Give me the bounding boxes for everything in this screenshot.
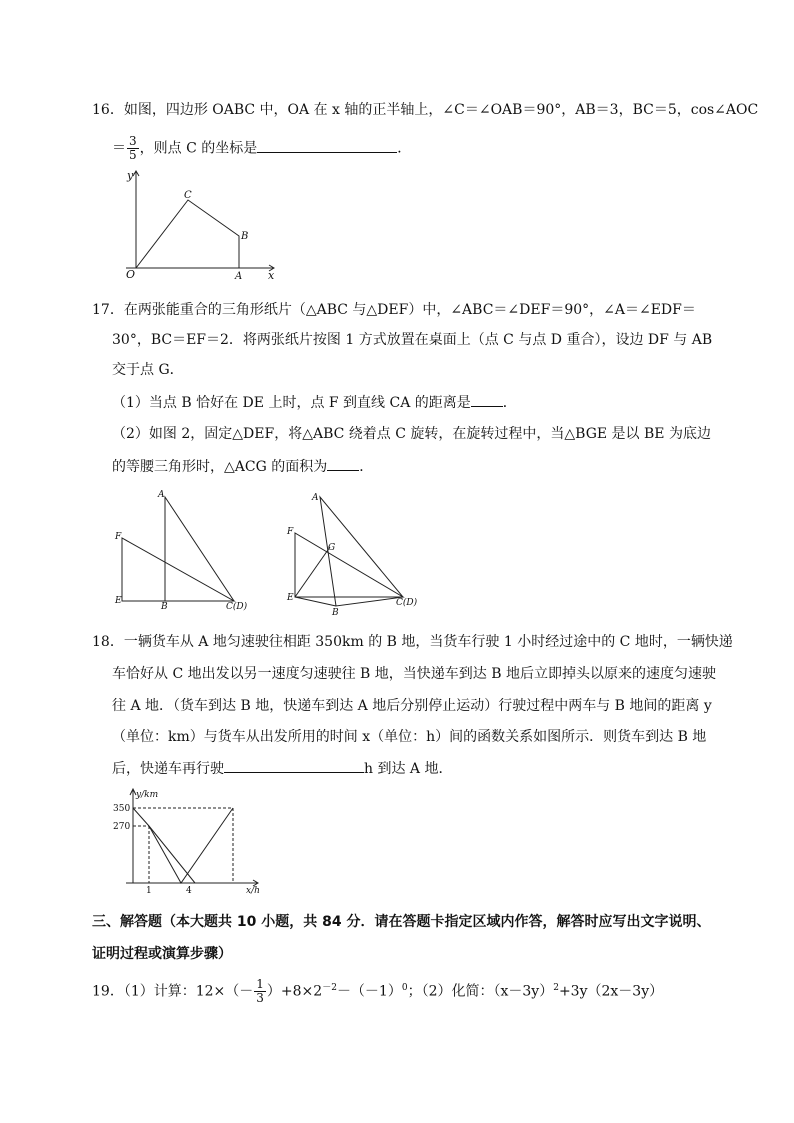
q16-label-O: O — [126, 268, 136, 281]
q16-line2-text: ，则点 C 的坐标是 — [139, 140, 258, 157]
q17-part1-end: ． — [502, 395, 517, 411]
q19-fraction — [254, 978, 266, 1005]
q19-part-e: +3y（2x－3y） — [558, 983, 664, 1000]
section3-heading-line2: 证明过程或演算步骤） — [92, 946, 232, 962]
q16-label-A: A — [235, 271, 243, 282]
q18-tick-270: 270 — [113, 822, 131, 832]
q18-tick-1: 1 — [146, 886, 152, 896]
q16-frac-num: 3 — [129, 134, 137, 148]
q16-label-C: C — [184, 190, 192, 201]
q16-equals: ＝ — [112, 140, 126, 157]
fig2-label-A: A — [312, 493, 319, 503]
q18-line3: 往 A 地．（货车到达 B 地，快递车到达 A 地后分别停止运动）行驶过程中两车与 B 地间的距离 y — [112, 698, 712, 714]
fig1-label-A: A — [158, 490, 165, 500]
q19-part-a: 19．（1）计算：12×（－ — [92, 983, 254, 1000]
fig2-label-E: E — [287, 593, 294, 603]
q18-label-y: y/km — [136, 790, 159, 800]
q17-line3: 交于点 G． — [112, 362, 184, 378]
fig1-label-E: E — [115, 596, 122, 606]
q18-label-x: x/h — [246, 886, 260, 896]
q19-line — [92, 978, 663, 1005]
fig2-label-F: F — [287, 527, 294, 537]
q16-line1: 16．如图，四边形 OABC 中，OA 在 x 轴的正半轴上，∠C＝∠OAB＝90°，AB＝3，BC＝5，cos∠AOC — [92, 102, 759, 118]
q17-part1-text: （1）当点 B 恰好在 DE 上时，点 F 到直线 CA 的距离是 — [112, 395, 471, 411]
q19-exp2: 0 — [401, 983, 408, 993]
q17-part2-end: ． — [359, 459, 374, 475]
fig1-label-B: B — [161, 602, 168, 612]
q17-part2a: （2）如图 2，固定△DEF，将△ABC 绕着点 C 旋转，在旋转过程中，当△BGE 是以 BE 为底边 — [112, 426, 711, 442]
q18-truck-line — [133, 808, 195, 883]
q18-tick-350: 350 — [113, 804, 131, 814]
q19-exp3: 2 — [553, 983, 559, 993]
q17-line2: 30°，BC＝EF＝2．将两张纸片按图 1 方式放置在桌面上（点 C 与点 D 重合），设边 DF 与 AB — [112, 332, 713, 348]
q19-frac-num: 1 — [256, 977, 264, 992]
fig2-label-B: B — [332, 608, 339, 618]
q18-line4: （单位：km）与货车从出发所用的时间 x（单位：h）间的函数关系如图所示．则货车到达 B 地 — [112, 729, 707, 745]
q19-part-d: ；（2）化简：（x－3y） — [407, 983, 554, 1000]
q18-line2: 车恰好从 C 地出发以另一速度匀速驶往 B 地，当快递车到达 B 地后立即掉头以原来的速度匀速驶 — [112, 666, 716, 682]
q16-end: ． — [397, 140, 412, 157]
q18-line1: 18．一辆货车从 A 地匀速驶往相距 350km 的 B 地，当货车行驶 1 小时经过途中的 C 地时，一辆快递 — [92, 634, 733, 650]
q18-line5-end: h 到达 A 地． — [364, 761, 453, 777]
fig1-label-F: F — [115, 532, 122, 542]
q17-part2b-text: 的等腰三角形时，△ACG 的面积为 — [112, 459, 328, 475]
q19-part-c: －（－1） — [336, 983, 402, 1000]
q16-frac-den: 5 — [129, 148, 137, 162]
fig2-label-G: G — [328, 543, 336, 553]
q19-part-b: ）+8×2 — [266, 983, 323, 1000]
fig1-label-CD: C(D) — [226, 602, 248, 612]
q18-tick-4: 4 — [186, 886, 192, 896]
q18-courier-line — [149, 808, 233, 883]
q16-label-y: y — [127, 169, 134, 182]
q19-exp1: －2 — [322, 983, 337, 993]
fig2-label-CD: C(D) — [396, 598, 418, 608]
section3-heading-line1: 三、解答题（本大题共 10 小题，共 84 分．请在答题卡指定区域内作答，解答时应写出文字说明、 — [92, 914, 711, 930]
q16-label-x: x — [268, 269, 275, 282]
q18-line5-text: 后，快递车再行驶 — [112, 761, 224, 777]
q19-frac-den: 3 — [256, 991, 264, 1006]
q16-label-B: B — [241, 231, 249, 242]
q17-line1: 17．在两张能重合的三角形纸片（△ABC 与△DEF）中，∠ABC＝∠DEF＝90°，∠A＝∠EDF＝ — [92, 302, 696, 318]
